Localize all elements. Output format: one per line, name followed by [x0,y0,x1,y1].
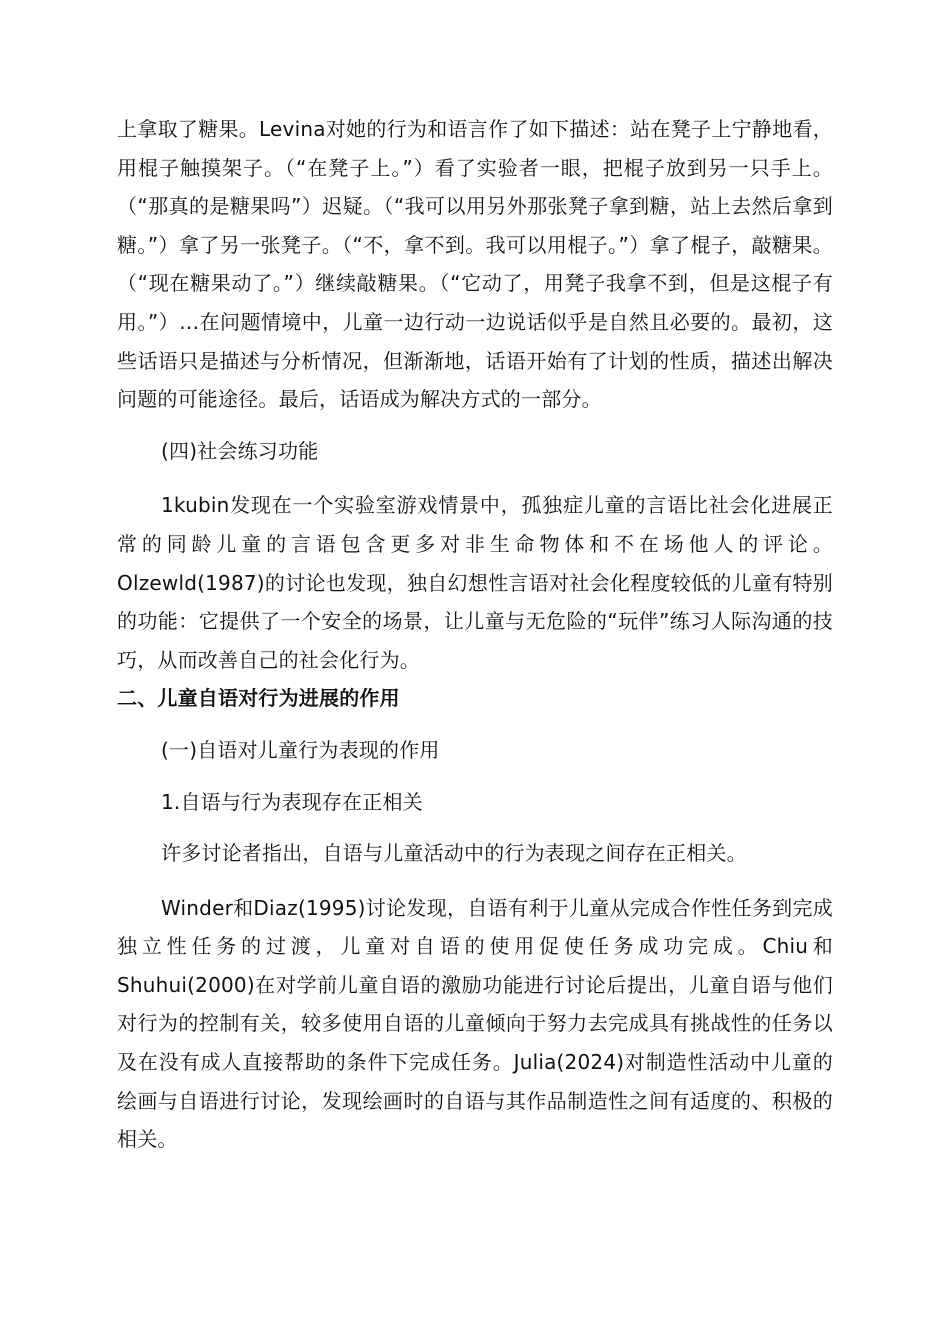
subheading-social-practice: (四)社会练习功能 [161,438,319,463]
paragraph-researchers-point: 许多讨论者指出，自语与儿童活动中的行为表现之间存在正相关。 [161,841,747,866]
paragraph-levina-observation: 上拿取了糖果。Levina对她的行为和语言作了如下描述：站在凳子上宁静地看，用棍子触摸架子。（“在凳子上。”）看了实验者一眼，把棍子放到另一只手上。（“那真的是糖果吗”）迟疑。（“我可以用另外那张凳子拿到糖，站上去然后拿到糖。”）拿了另一张凳子。（“不，拿不到。我可以用棍子。”）拿了棍子，敲糖果。（“现在糖果动了。”）继续敲糖果。（“它动了，用凳子我拿不到，但是这棍子有用。”）…在问题情境中，儿童一边行动一边说话似乎是自然且必要的。最初，这些话语只是描述与分析情况，但渐渐地，话语开始有了计划的性质，描述出解决问题的可能途径。最后，话语成为解决方式的一部分。 [117,117,833,412]
section-heading-2: 二、儿童自语对行为进展的作用 [117,686,400,711]
paragraph-social-practice: 1kubin发现在一个实验室游戏情景中，孤独症儿童的言语比社会化进展正常的同龄儿童的言语包含更多对非生命物体和不在场他人的评论。Olzewld(1987)的讨论也发现，独自幻想性言语对社会化程度较低的儿童有特别的功能：它提供了一个安全的场景，让儿童与无危险的“玩伴”练习人际沟通的技巧，从而改善自己的社会化行为。 [117,493,833,672]
subheading-behavior-effect: (一)自语对儿童行为表现的作用 [161,737,440,762]
paragraph-research-findings: Winder和Diaz(1995)讨论发现，自语有利于儿童从完成合作性任务到完成独立性任务的过渡，儿童对自语的使用促使任务成功完成。Chiu和Shuhui(2000)在对学前儿童自语的激励功能进行讨论后提出，儿童自语与他们对行为的控制有关，较多使用自语的儿童倾向于努力去完成具有挑战性的任务以及在没有成人直接帮助的条件下完成任务。Julia(2024)对制造性活动中儿童的绘画与自语进行讨论，发现绘画时的自语与其作品制造性之间有适度的、积极的相关。 [117,895,833,1152]
document-page [117,110,833,1159]
subheading-positive-correlation: 1.自语与行为表现存在正相关 [161,789,423,814]
